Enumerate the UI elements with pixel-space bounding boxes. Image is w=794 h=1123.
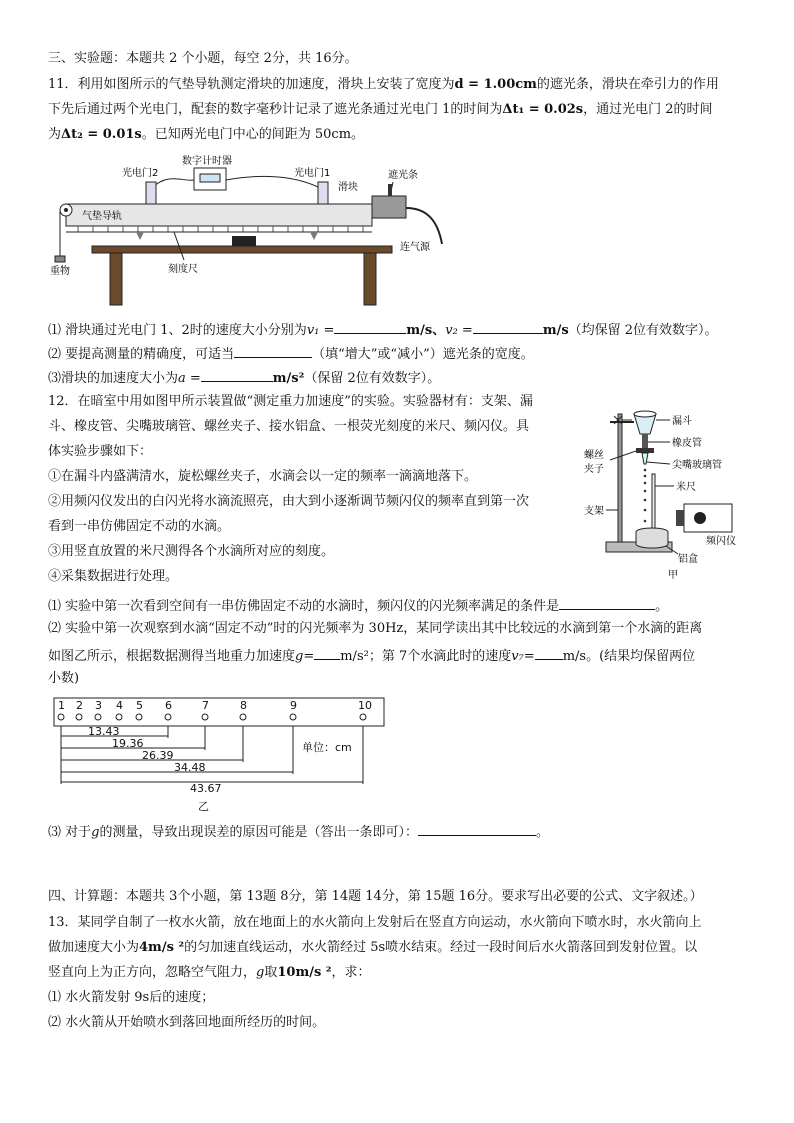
gravity-blank[interactable] — [314, 645, 340, 660]
drop-number: 2 — [76, 699, 83, 712]
distance-label: 34.48 — [174, 761, 206, 774]
drop-number: 6 — [165, 699, 172, 712]
q12-step2a: ②用频闪仪发出的白闪光将水滴流照亮，由大到小逐渐调节频闪仪的频率直到第一次 — [48, 494, 530, 509]
v7-blank[interactable] — [535, 645, 563, 660]
q11-sub1: ⑴ 滑块通过光电门 1、2时的速度大小分别为v₁ = m/s、v₂ = m/s（均保留 2位有效数字）。 — [48, 319, 718, 340]
air-source-label: 连气源 — [400, 242, 430, 253]
drop-number: 9 — [290, 699, 297, 712]
accel-blank[interactable] — [201, 367, 273, 382]
q13-line1: 13．某同学自制了一枚水火箭，放在地面上的水火箭向上发射后在竖直方向运动，水火箭向下喷水时，水火箭向上 — [48, 915, 702, 930]
drop-number: 5 — [136, 699, 143, 712]
distance-label: 26.39 — [142, 749, 174, 762]
q12-step1: ①在漏斗内盛满清水，旋松螺丝夹子，水滴会以一定的频率一滴滴地落下。 — [48, 469, 478, 484]
q11-line1: 11．利用如图所示的气垫导轨测定滑块的加速度，滑块上安装了宽度为d = 1.00cm的遮光条，滑块在牵引力的作用 — [48, 77, 719, 92]
distance-label: 13.43 — [88, 725, 120, 738]
drip-apparatus-figure — [580, 404, 770, 584]
figure-yi-label: 乙 — [198, 800, 209, 813]
unit-label: 单位：cm — [302, 741, 352, 754]
funnel-label: 漏斗 — [672, 416, 692, 427]
q12-step4: ④采集数据进行处理。 — [48, 569, 179, 584]
drop-number: 3 — [95, 699, 102, 712]
gate2-label: 光电门2 — [122, 168, 159, 179]
q12-sub2b: 如图乙所示，根据数据测得当地重力加速度g= m/s²；第 7个水滴此时的速度v₇= m/s。(结果均保留两位 — [48, 645, 695, 666]
stand-label: 支架 — [584, 506, 604, 517]
q11-line3: 为Δt₂ = 0.01s。已知两光电门中心的间距为 50cm。 — [48, 127, 365, 142]
clip-label-1: 螺丝 — [584, 450, 604, 461]
meter-ruler-label: 米尺 — [676, 482, 696, 493]
frequency-condition-blank[interactable] — [559, 595, 655, 610]
box-label: 铝盒 — [678, 554, 698, 565]
width-blank[interactable] — [234, 343, 312, 358]
figure-jia-label: 甲 — [668, 570, 678, 581]
weight-label: 重物 — [50, 266, 70, 277]
air-track-figure — [48, 152, 468, 310]
distance-label: 43.67 — [190, 782, 222, 795]
v1-blank[interactable] — [334, 319, 406, 334]
tip-label: 尖嘴玻璃管 — [672, 460, 722, 471]
q12-sub1: ⑴ 实验中第一次看到空间有一串仿佛固定不动的水滴时，频闪仪的闪光频率满足的条件是 。 — [48, 595, 668, 616]
q12-sub2: ⑵ 实验中第一次观察到水滴“固定不动”时的闪光频率为 30Hz，某同学读出其中比较远的水滴到第一个水滴的距离 — [48, 621, 703, 636]
track-label: 气垫导轨 — [82, 211, 122, 222]
strobe-label: 频闪仪 — [706, 536, 736, 547]
q13-line3: 竖直向上为正方向，忽略空气阻力，g取10m/s ²，求： — [48, 965, 371, 980]
section3-title: 三、实验题：本题共 2 个小题，每空 2分，共 16分。 — [48, 51, 358, 66]
v2-blank[interactable] — [473, 319, 543, 334]
error-reason-blank[interactable] — [418, 821, 536, 836]
q13-sub2: ⑵ 水火箭从开始喷水到落回地面所经历的时间。 — [48, 1015, 326, 1030]
q12-sub3: ⑶ 对于g的测量，导致出现误差的原因可能是（答出一条即可）： 。 — [48, 821, 549, 842]
q12-step3: ③用竖直放置的米尺测得各个水滴所对应的刻度。 — [48, 544, 335, 559]
section4-title: 四、计算题：本题共 3个小题，第 13题 8分，第 14题 14分，第 15题 16分。要求写出必要的公式、文字叙述。） — [48, 889, 703, 904]
hose-label: 橡皮管 — [672, 438, 702, 449]
drop-number: 8 — [240, 699, 247, 712]
drop-number: 10 — [358, 699, 372, 712]
q12-sub2c: 小数) — [48, 671, 80, 686]
q11-sub3: ⑶滑块的加速度大小为a = m/s²（保留 2位有效数字）。 — [48, 367, 440, 388]
gate1-label: 光电门1 — [294, 168, 331, 179]
q13-line2: 做加速度大小为4m/s ²的匀加速直线运动，水火箭经过 5s喷水结束。经过一段时间后水火箭落回到发射位置。以 — [48, 940, 698, 955]
clip-label-2: 夹子 — [584, 464, 604, 475]
q13-sub1: ⑴ 水火箭发射 9s后的速度； — [48, 990, 215, 1005]
ruler-label: 刻度尺 — [168, 264, 198, 275]
q11-sub2: ⑵ 要提高测量的精确度，可适当 （填“增大”或“减小”）遮光条的宽度。 — [48, 343, 534, 364]
shade-label: 遮光条 — [388, 170, 418, 181]
q12-line1: 12．在暗室中用如图甲所示装置做“测定重力加速度”的实验。实验器材有：支架、漏 — [48, 394, 533, 409]
q12-line3: 体实验步骤如下： — [48, 444, 153, 459]
drop-number: 1 — [58, 699, 65, 712]
distance-label: 19.36 — [112, 737, 144, 750]
drop-number: 4 — [116, 699, 123, 712]
drop-number: 7 — [202, 699, 209, 712]
drop-distance-figure — [50, 694, 390, 816]
q12-line2: 斗、橡皮管、尖嘴玻璃管、螺丝夹子、接水铝盒、一根荧光刻度的米尺、频闪仪。具 — [48, 419, 530, 434]
timer-label: 数字计时器 — [182, 156, 232, 167]
q11-line2: 下先后通过两个光电门，配套的数字毫秒计记录了遮光条通过光电门 1的时间为Δt₁ = 0.02s，通过光电门 2的时间 — [48, 102, 713, 117]
slider-label: 滑块 — [338, 182, 358, 193]
q12-step2b: 看到一串仿佛固定不动的水滴。 — [48, 519, 231, 534]
